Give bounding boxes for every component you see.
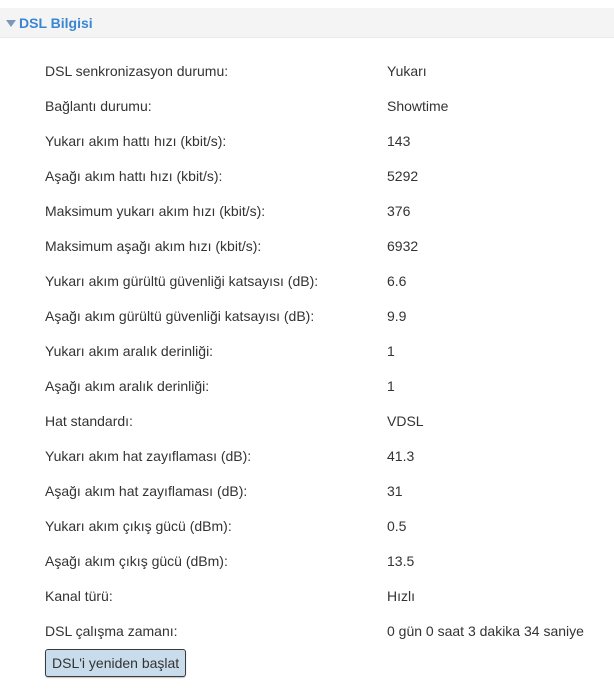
info-label: Kanal türü: [45,588,113,604]
info-row-max-downstream-rate [0,229,614,264]
info-row-channel-type [0,579,614,614]
info-label: Yukarı akım aralık derinliği: [45,343,214,359]
info-value: Hızlı [387,588,415,604]
section-title: DSL Bilgisi [19,15,93,31]
info-label: Yukarı akım hat zayıflaması (dB): [45,448,252,464]
dsl-info-section-header[interactable] [0,8,614,38]
info-label: DSL çalışma zamanı: [45,623,178,639]
info-value: 376 [387,203,411,219]
info-value: 6932 [387,238,419,254]
info-label: Maksimum aşağı akım hızı (kbit/s): [45,238,262,254]
info-label: Yukarı akım hattı hızı (kbit/s): [45,133,227,149]
info-row-downstream-noise-margin [0,299,614,334]
info-value: 0.5 [387,518,407,534]
info-value: 143 [387,133,411,149]
info-value: 6.6 [387,273,407,289]
info-row-upstream-output-power [0,509,614,544]
info-value: 41.3 [387,448,415,464]
info-row-sync-status [0,54,614,89]
info-label: Aşağı akım hattı hızı (kbit/s): [45,168,223,184]
info-label: Bağlantı durumu: [45,98,152,114]
info-row-downstream-output-power [0,544,614,579]
info-value: 31 [387,483,403,499]
info-value: 13.5 [387,553,415,569]
info-row-connection-status [0,89,614,124]
info-value: 1 [387,343,395,359]
info-row-upstream-noise-margin [0,264,614,299]
info-label: Aşağı akım aralık derinliği: [45,378,210,394]
info-value: 5292 [387,168,419,184]
triangle-down-icon[interactable] [6,20,16,27]
info-label: Yukarı akım gürültü güvenliği katsayısı (dB): [45,273,319,289]
info-label: Maksimum yukarı akım hızı (kbit/s): [45,203,266,219]
info-value: VDSL [387,413,424,429]
info-row-upstream-rate [0,124,614,159]
info-label: Hat standardı: [45,413,133,429]
info-label: DSL senkronizasyon durumu: [45,63,229,79]
info-row-dsl-uptime [0,614,614,649]
info-row-line-standard [0,404,614,439]
info-row-downstream-rate [0,159,614,194]
info-label: Aşağı akım hat zayıflaması (dB): [45,483,248,499]
info-label: Aşağı akım çıkış gücü (dBm): [45,553,228,569]
info-value: 9.9 [387,308,407,324]
restart-dsl-button[interactable]: DSL'i yeniden başlat [45,649,186,677]
info-row-upstream-interleave-depth [0,334,614,369]
info-row-upstream-attenuation [0,439,614,474]
info-label: Aşağı akım gürültü güvenliği katsayısı (dB): [45,308,315,324]
info-value: Showtime [387,98,449,114]
dsl-info-table [0,54,614,649]
info-value: Yukarı [387,63,427,79]
info-value: 0 gün 0 saat 3 dakika 34 saniye [387,623,584,639]
info-label: Yukarı akım çıkış gücü (dBm): [45,518,232,534]
info-row-downstream-attenuation [0,474,614,509]
info-value: 1 [387,378,395,394]
info-row-downstream-interleave-depth [0,369,614,404]
info-row-max-upstream-rate [0,194,614,229]
